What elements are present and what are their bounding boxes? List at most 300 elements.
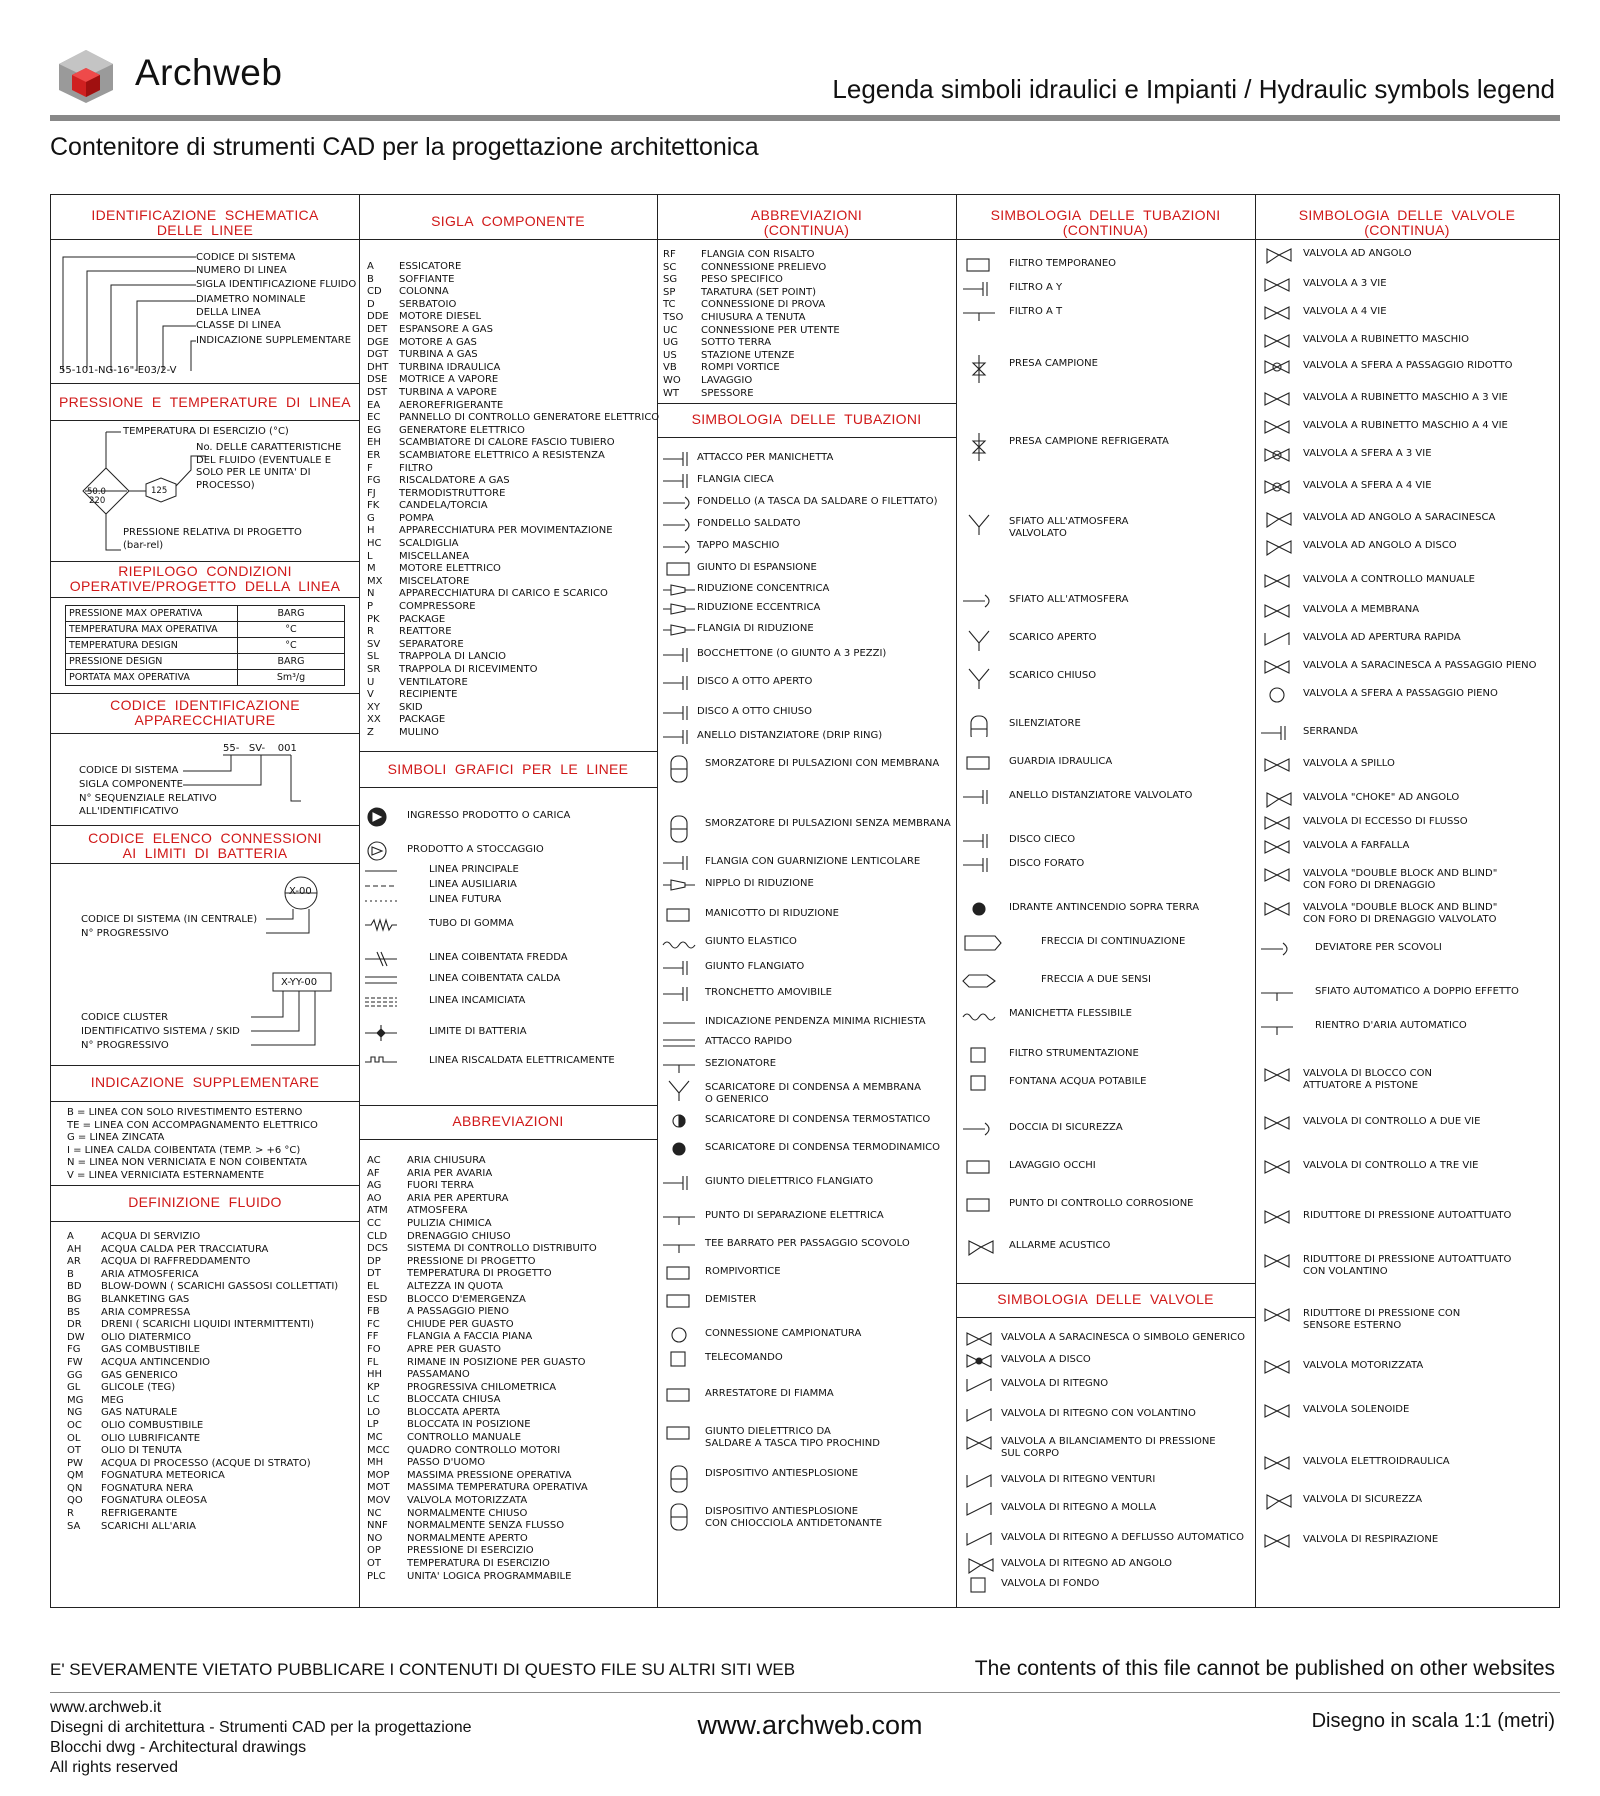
pipe-symbol-25-icon [661,1079,705,1101]
valve-cont-symbol-16-icon [1259,685,1303,707]
valve-cont-symbol-14-row [1259,629,1461,656]
footer-link-archweb-com[interactable]: www.archweb.com [697,1710,923,1740]
item-description: ROMPI VORTICE [701,362,780,374]
item-description: SOFFIANTE [399,273,455,285]
valve-cont-symbol-12-label: VALVOLA A CONTROLLO MANUALE [1303,574,1475,585]
valve-cont-symbol-13-icon [1259,601,1303,623]
item-description: MISCELLANEA [399,550,470,562]
pipe-symbol-cont-15-row [961,899,1200,926]
conn-label-2: CODICE CLUSTER IDENTIFICATIVO SISTEMA / SKID N° PROGRESSIVO [81,1012,240,1051]
pipe-symbol-cont-17-label: FRECCIA A DUE SENSI [1041,974,1151,985]
item-code: EA [367,399,381,411]
pipe-symbol-19-icon [661,933,705,955]
pipe-symbol-33-row [661,1325,862,1352]
pipe-symbol-cont-16-label: FRECCIA DI CONTINUAZIONE [1041,936,1186,947]
valve-cont-symbol-28-icon [1259,1113,1303,1135]
valve-cont-symbol-13-row [1259,601,1420,628]
section-rule [51,1101,359,1102]
item-code: SG [663,274,678,286]
item-description: TERMODISTRUTTORE [399,487,506,499]
table-cell: PORTATA MAX OPERATIVA [66,670,238,686]
item-code: BS [67,1306,81,1318]
valve-cont-symbol-11-row [1259,537,1457,564]
item-code: H [367,525,375,537]
valve-cont-symbol-19-icon [1259,789,1303,811]
pipe-symbol-cont-10-label: SILENZIATORE [1009,718,1081,729]
table-row [66,622,345,638]
section-header-tub: SIMBOLOGIA DELLE TUBAZIONI [691,411,922,427]
item-code: FC [367,1318,380,1330]
valve-cont-symbol-4-icon [1259,331,1303,353]
item-code: HH [367,1369,383,1381]
item-code: FB [367,1306,380,1318]
item-code: ER [367,449,381,461]
table-row [66,654,345,670]
valve-symbol-2-label: VALVOLA A DISCO [1001,1354,1091,1365]
conn-circle-code: X-00 [289,886,312,897]
section-rule [51,383,359,384]
codapp-label-2: SIGLA COMPONENTE [79,779,183,790]
valve-cont-symbol-24-icon [1259,939,1303,961]
pipe-symbol-29-label: PUNTO DI SEPARAZIONE ELETTRICA [705,1210,884,1221]
item-code: R [367,626,374,638]
valve-cont-symbol-22-label: VALVOLA "DOUBLE BLOCK AND BLIND" CON FORO DI DRENAGGIO [1303,868,1498,891]
item-description: PASSO D'UOMO [407,1457,486,1469]
valve-cont-symbol-1-icon [1259,245,1303,267]
section-header-abbr2: ABBREVIAZIONI (CONTINUA) [750,207,863,238]
item-description: BLOCCATA APERTA [407,1406,500,1418]
pipe-symbol-24-row [661,1055,777,1082]
pipe-symbol-38-row [661,1503,883,1538]
pipe-symbol-cont-12-icon [961,787,1005,809]
pipe-symbol-cont-16-icon [961,933,1005,955]
section-header-valv2: SIMBOLOGIA DELLE VALVOLE (CONTINUA) [1298,207,1516,238]
pipe-symbol-29-row [661,1207,884,1234]
pipe-symbol-cont-19-icon [961,1045,1005,1067]
pipe-symbol-19-row [661,933,797,960]
pipe-symbol-cont-6-row [961,513,1129,540]
item-code: NG [67,1407,83,1419]
item-description: QUADRO CONTROLLO MOTORI [407,1444,561,1456]
valve-cont-symbol-7-icon [1259,417,1303,439]
item-code: DP [367,1255,381,1267]
item-code: L [367,550,373,562]
pipe-symbol-36-icon [661,1423,705,1445]
item-code: DSE [367,374,388,386]
pipe-symbol-cont-19-label: FILTRO STRUMENTAZIONE [1009,1048,1139,1059]
item-code: TC [663,299,676,311]
pipe-symbol-cont-22-label: LAVAGGIO OCCHI [1009,1160,1096,1171]
item-description: VENTILATORE [399,676,468,688]
valve-cont-symbol-34-row [1259,1401,1410,1428]
section-rule [359,1139,657,1140]
footer-rule [50,1692,1560,1693]
valve-symbol-7-row [961,1499,1157,1526]
pipe-symbol-cont-14-row [961,855,1085,882]
pipe-symbol-6-label: GIUNTO DI ESPANSIONE [697,562,817,573]
valve-cont-symbol-20-row [1259,813,1468,840]
item-description: PESO SPECIFICO [701,274,783,286]
section-rule [956,1283,1255,1284]
item-description: GLICOLE (TEG) [101,1382,176,1394]
item-code: UC [663,324,678,336]
item-description: CONNESSIONE PRELIEVO [701,261,827,273]
valve-cont-symbol-22-row [1259,865,1498,892]
pipe-symbol-31-label: ROMPIVORTICE [705,1266,781,1277]
item-code: FW [67,1356,83,1368]
valve-cont-symbol-16-row [1259,685,1498,712]
pipe-symbol-34-label: TELECOMANDO [705,1352,783,1363]
table-cell: PRESSIONE MAX OPERATIVA [66,606,238,622]
valve-cont-symbol-14-label: VALVOLA AD APERTURA RAPIDA [1303,632,1461,643]
valve-cont-symbol-33-row [1259,1357,1424,1384]
item-description: TURBINA A VAPORE [399,386,497,398]
item-description: RECIPIENTE [399,689,458,701]
pipe-symbol-30-label: TEE BARRATO PER PASSAGGIO SCOVOLO [705,1238,910,1249]
valve-cont-symbol-27-label: VALVOLA DI BLOCCO CON ATTUATORE A PISTONE [1303,1068,1432,1091]
valve-cont-symbol-6-icon [1259,389,1303,411]
ident-label-1: CODICE DI SISTEMA [196,252,296,263]
pipe-symbol-cont-3-icon [961,303,1005,325]
line-symbol-11-row [363,1052,615,1079]
valve-cont-symbol-28-row [1259,1113,1481,1140]
section-header-tub2: SIMBOLOGIA DELLE TUBAZIONI (CONTINUA) [990,207,1221,238]
item-code: MH [367,1457,384,1469]
section-rule [359,751,657,752]
valve-cont-symbol-26-icon [1259,1017,1303,1039]
table-cell: °C [238,622,345,638]
pipe-symbol-26-icon [661,1111,705,1133]
pipe-symbol-17-row [661,875,814,902]
valve-cont-symbol-28-label: VALVOLA DI CONTROLLO A DUE VIE [1303,1116,1481,1127]
pipe-symbol-cont-6-label: SFIATO ALL'ATMOSFERA VALVOLATO [1009,516,1129,539]
press-rel-label: PRESSIONE RELATIVA DI PROGETTO (bar-rel) [123,527,302,551]
valve-cont-symbol-29-icon [1259,1157,1303,1179]
item-description: ALTEZZA IN QUOTA [407,1280,504,1292]
item-code: NNF [367,1520,388,1532]
valve-cont-symbol-18-row [1259,755,1395,782]
item-description: ARIA PER AVARIA [407,1167,493,1179]
line-symbol-4-label: LINEA AUSILIARIA [429,879,517,890]
pipe-symbol-cont-7-icon [961,591,1005,613]
valve-cont-symbol-37-label: VALVOLA DI RESPIRAZIONE [1303,1534,1439,1545]
item-description: AEROREFRIGERANTE [399,399,504,411]
item-code: FF [367,1331,379,1343]
section-header-codapp: CODICE IDENTIFICAZIONE APPARECCHIATURE [110,697,300,728]
pipe-symbol-cont-19-row [961,1045,1139,1072]
valve-symbol-4-label: VALVOLA DI RITEGNO CON VOLANTINO [1001,1408,1196,1419]
pipe-symbol-11-row [661,673,813,700]
brand-name: Archweb [135,52,283,93]
pipe-symbol-cont-18-row [961,1005,1132,1032]
item-description: PASSAMANO [407,1369,470,1381]
footer-link-archweb-it[interactable]: www.archweb.it [50,1699,162,1716]
pipe-symbol-20-row [661,958,805,985]
valve-symbol-7-label: VALVOLA DI RITEGNO A MOLLA [1001,1502,1157,1513]
item-description: SISTEMA DI CONTROLLO DISTRIBUITO [407,1243,597,1255]
table-cell: PRESSIONE DESIGN [66,654,238,670]
section-rule [359,787,657,788]
pipe-symbol-18-label: MANICOTTO DI RIDUZIONE [705,908,839,919]
valve-symbol-9-icon [961,1555,1005,1577]
pipe-symbol-35-icon [661,1385,705,1407]
valve-cont-symbol-33-label: VALVOLA MOTORIZZATA [1303,1360,1424,1371]
item-code: VB [663,362,677,374]
section-rule [51,693,359,694]
item-description: MASSIMA PRESSIONE OPERATIVA [407,1469,572,1481]
item-description: VALVOLA MOTORIZZATA [407,1495,528,1507]
item-code: OC [67,1419,82,1431]
table-row [66,606,345,622]
item-code: QM [67,1470,84,1482]
line-symbol-3-label: LINEA PRINCIPALE [429,864,519,875]
item-description: NORMALMENTE CHIUSO [407,1507,528,1519]
valve-cont-symbol-27-icon [1259,1065,1303,1087]
pipe-symbol-38-label: DISPOSITIVO ANTIESPLOSIONE CON CHIOCCIOLA ANTIDETONANTE [705,1506,883,1529]
item-description: ARIA COMPRESSA [101,1306,191,1318]
item-code: LO [367,1406,381,1418]
valve-symbol-6-label: VALVOLA DI RITEGNO VENTURI [1001,1474,1156,1485]
item-description: FOGNATURA METEORICA [101,1470,225,1482]
item-description: SCAMBIATORE DI CALORE FASCIO TUBIERO [399,437,615,449]
codapp-label-1: CODICE DI SISTEMA [79,765,179,776]
valve-cont-symbol-23-icon [1259,899,1303,921]
valve-symbol-4-row [961,1405,1196,1432]
list-item: I = LINEA CALDA COIBENTATA (TEMP. > +6 °C) [67,1144,301,1156]
valve-cont-symbol-17-label: SERRANDA [1303,726,1358,737]
section-rule [51,1221,359,1222]
valve-cont-symbol-21-row [1259,837,1410,864]
valve-symbol-1-icon [961,1329,1005,1351]
line-symbol-9-label: LINEA INCAMICIATA [429,995,526,1006]
valve-cont-symbol-10-label: VALVOLA AD ANGOLO A SARACINESCA [1303,512,1496,523]
item-code: FJ [367,487,376,499]
pipe-symbol-17-label: NIPPLO DI RIDUZIONE [705,878,814,889]
pipe-symbol-cont-24-icon [961,1237,1005,1259]
valve-cont-symbol-35-row [1259,1453,1450,1480]
item-code: B [67,1268,74,1280]
valve-cont-symbol-26-label: RIENTRO D'ARIA AUTOMATICO [1315,1020,1467,1031]
valve-cont-symbol-15-label: VALVOLA A SARACINESCA A PASSAGGIO PIENO [1303,660,1537,671]
section-rule [51,561,359,562]
item-code: EC [367,412,381,424]
section-header-ident: IDENTIFICAZIONE SCHEMATICA DELLE LINEE [91,207,319,238]
pipe-symbol-cont-24-label: ALLARME ACUSTICO [1009,1240,1111,1251]
pipe-symbol-37-icon [661,1465,705,1495]
section-rule [359,1105,657,1106]
valve-cont-symbol-20-label: VALVOLA DI ECCESSO DI FLUSSO [1303,816,1468,827]
page-subtitle: Contenitore di strumenti CAD per la progettazione architettonica [50,133,759,161]
pipe-symbol-cont-20-icon [961,1073,1005,1095]
pipe-symbol-38-icon [661,1503,705,1533]
pipe-symbol-cont-5-label: PRESA CAMPIONE REFRIGERATA [1009,436,1169,447]
press-temp-label: TEMPERATURA DI ESERCIZIO (°C) [123,426,289,437]
pipe-symbol-cont-23-label: PUNTO DI CONTROLLO CORROSIONE [1009,1198,1194,1209]
pipe-symbol-28-label: GIUNTO DIELETTRICO FLANGIATO [705,1176,874,1187]
pipe-symbol-35-row [661,1385,834,1412]
pipe-symbol-32-icon [661,1291,705,1313]
section-rule [657,437,956,438]
pipe-symbol-23-icon [661,1033,705,1055]
footer-left-line-3: Blocchi dwg - Architectural drawings [50,1739,307,1756]
item-code: OP [367,1545,381,1557]
pipe-symbol-30-row [661,1235,910,1262]
item-code: XX [367,714,381,726]
item-description: COMPRESSORE [399,601,476,613]
pipe-symbol-2-label: FLANGIA CIECA [697,474,774,485]
valve-cont-symbol-22-icon [1259,865,1303,887]
conn-box-code: X-YY-00 [281,977,318,988]
item-description: TRAPPOLA DI LANCIO [399,651,506,663]
pipe-symbol-22-label: INDICAZIONE PENDENZA MINIMA RICHIESTA [705,1016,926,1027]
item-code: GG [67,1369,83,1381]
item-description: CHIUDE PER GUASTO [407,1318,514,1330]
pipe-symbol-18-icon [661,905,705,927]
item-code: SL [367,651,379,663]
item-description: FUORI TERRA [407,1180,474,1192]
valve-cont-symbol-9-icon [1259,477,1303,499]
pipe-symbol-23-label: ATTACCO RAPIDO [705,1036,792,1047]
section-rule [51,597,359,598]
pipe-symbol-cont-15-icon [961,899,1005,921]
item-description: FOGNATURA NERA [101,1482,194,1494]
pipe-symbol-cont-12-label: ANELLO DISTANZIATORE VALVOLATO [1009,790,1193,801]
valve-symbol-9-label: VALVOLA DI RITEGNO AD ANGOLO [1001,1558,1173,1569]
pipe-symbol-cont-20-row [961,1073,1147,1100]
item-description: APPARECCHIATURA PER MOVIMENTAZIONE [399,525,613,537]
item-code: DET [367,323,388,335]
item-description: SPESSORE [701,387,754,399]
pipe-symbol-cont-12-row [961,787,1193,814]
item-description: ARIA ATMOSFERICA [101,1268,199,1280]
valve-symbol-1-label: VALVOLA A SARACINESCA O SIMBOLO GENERICO [1001,1332,1245,1343]
valve-cont-symbol-30-label: RIDUTTORE DI PRESSIONE AUTOATTUATO [1303,1210,1512,1221]
valve-cont-symbol-37-row [1259,1531,1439,1558]
item-code: HC [367,538,382,550]
pipe-symbol-cont-1-row [961,255,1117,282]
pipe-symbol-7-label: RIDUZIONE CONCENTRICA [697,583,830,594]
valve-symbol-6-row [961,1471,1156,1498]
item-code: TSO [663,311,684,323]
section-header-abbr: ABBREVIAZIONI [452,1113,564,1129]
item-description: OLIO LUBRIFICANTE [101,1432,201,1444]
line-symbol-10-label: LIMITE DI BATTERIA [429,1026,527,1037]
item-description: RIMANE IN POSIZIONE PER GUASTO [407,1356,586,1368]
item-description: OLIO COMBUSTIBILE [101,1419,204,1431]
item-description: DRENI ( SCARICHI LIQUIDI INTERMITTENTI) [101,1319,315,1331]
table-cell: BARG [238,606,345,622]
item-description: MULINO [399,726,439,738]
pipe-symbol-cont-23-icon [961,1195,1005,1217]
item-code: NC [367,1507,382,1519]
item-code: V [367,689,374,701]
valve-cont-symbol-24-row [1259,939,1442,966]
item-code: MG [67,1394,84,1406]
valve-symbol-2-row [961,1351,1091,1378]
line-symbol-1-row [363,807,571,834]
item-description: MEG [101,1394,124,1406]
pipe-symbol-cont-11-icon [961,753,1005,775]
item-code: PW [67,1457,83,1469]
item-code: DCS [367,1243,389,1255]
item-description: ATMOSFERA [407,1205,468,1217]
pipe-symbol-cont-8-icon [961,629,1005,651]
valve-symbol-7-icon [961,1499,1005,1521]
item-code: FG [67,1344,81,1356]
item-description: SCALDIGLIA [399,538,459,550]
valve-cont-symbol-20-icon [1259,813,1303,835]
item-code: SP [663,286,676,298]
item-description: FILTRO [399,462,433,474]
item-description: SCARICHI ALL'ARIA [101,1520,197,1532]
pipe-symbol-16-label: FLANGIA CON GUARNIZIONE LENTICOLARE [705,856,921,867]
valve-symbol-5-row [961,1433,1216,1460]
valve-cont-symbol-33-icon [1259,1357,1303,1379]
item-code: DHT [367,361,389,373]
valve-cont-symbol-9-row [1259,477,1432,504]
line-symbol-6-row [363,915,514,942]
item-description: SEPARATORE [399,638,464,650]
valve-cont-symbol-18-icon [1259,755,1303,777]
item-code: GL [67,1382,81,1394]
pipe-symbol-cont-5-icon [961,433,1005,463]
item-description: ESPANSORE A GAS [399,323,493,335]
valve-cont-symbol-14-icon [1259,629,1303,651]
valve-cont-symbol-29-label: VALVOLA DI CONTROLLO A TRE VIE [1303,1160,1479,1171]
item-code: OT [367,1558,381,1569]
item-description: SCAMBIATORE ELETTRICO A RESISTENZA [399,449,605,461]
list-item: TE = LINEA CON ACCOMPAGNAMENTO ELETTRICO [67,1119,318,1131]
pipe-symbol-37-row [661,1465,859,1500]
item-description: NORMALMENTE SENZA FLUSSO [407,1520,565,1532]
pipe-symbol-15-icon [661,815,705,845]
pipe-symbol-35-label: ARRESTATORE DI FIAMMA [705,1388,834,1399]
pipe-symbol-31-icon [661,1263,705,1285]
valve-cont-symbol-26-row [1259,1017,1467,1044]
item-description: SKID [399,701,423,713]
table-cell: TEMPERATURA MAX OPERATIVA [66,622,238,638]
item-code: AR [67,1256,81,1268]
valve-cont-symbol-17-row [1259,723,1358,750]
pipe-symbol-cont-9-icon [961,667,1005,689]
item-code: SV [367,638,381,650]
pipe-symbol-cont-5-row [961,433,1169,468]
valve-cont-symbol-5-label: VALVOLA A SFERA A PASSAGGIO RIDOTTO [1303,360,1513,371]
item-code: B [367,273,374,285]
item-description: ACQUA CALDA PER TRACCIATURA [101,1243,269,1255]
item-code: FG [367,475,381,487]
pipe-symbol-cont-22-row [961,1157,1096,1184]
section-rule [657,403,956,404]
valve-cont-symbol-2-icon [1259,275,1303,297]
item-description: NORMALMENTE APERTO [407,1532,528,1544]
pipe-symbol-cont-3-row [961,303,1063,330]
table-row [66,638,345,654]
pipe-symbol-26-label: SCARICATORE DI CONDENSA TERMOSTATICO [705,1114,931,1125]
valve-cont-symbol-5-icon [1259,357,1303,379]
pipe-symbol-28-icon [661,1173,705,1195]
section-header-sigla: SIGLA COMPONENTE [431,213,585,229]
pipe-symbol-13-label: ANELLO DISTANZIATORE (DRIP RING) [697,730,883,741]
valve-cont-symbol-23-row [1259,899,1498,926]
pipe-symbol-14-icon [661,755,705,785]
pipe-symbol-16-icon [661,853,705,875]
valve-cont-symbol-37-icon [1259,1531,1303,1553]
item-code: WT [663,387,679,399]
pipe-symbol-24-icon [661,1055,705,1077]
item-description: BLANKETING GAS [101,1293,190,1305]
item-description: CHIUSURA A TENUTA [701,311,806,323]
